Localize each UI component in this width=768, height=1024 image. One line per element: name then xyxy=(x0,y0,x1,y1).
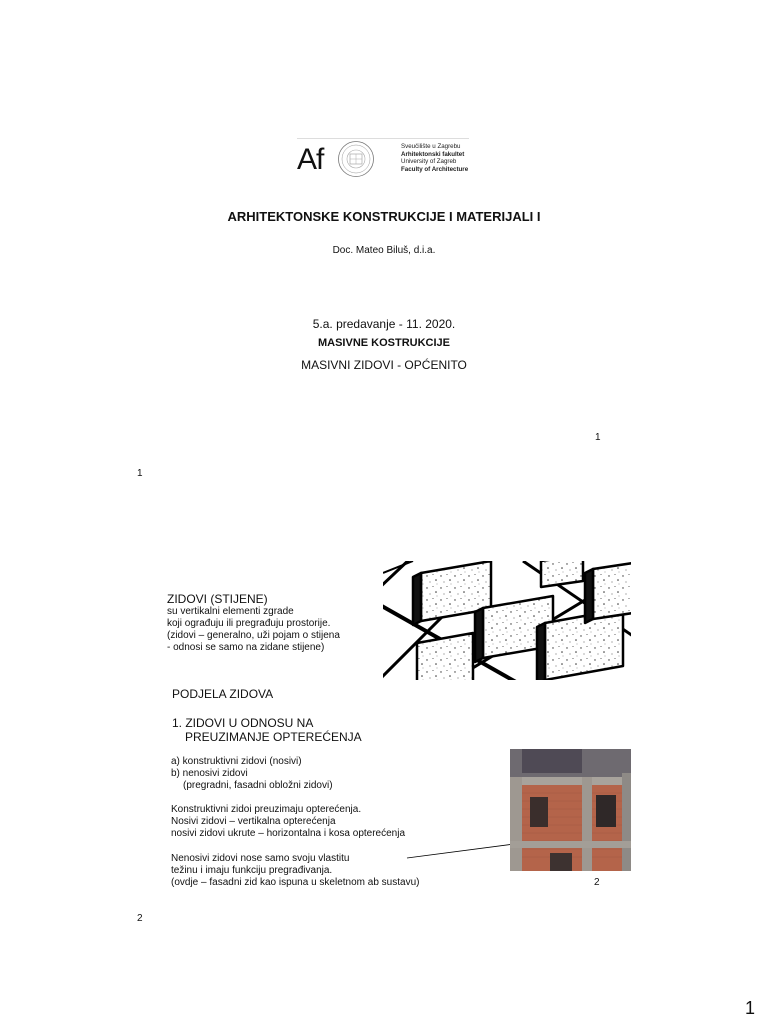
division-heading: PODJELA ZIDOVA xyxy=(172,687,274,701)
definition-line: koji ograđuju ili pregrađuju prostorije. xyxy=(167,618,331,629)
logo-line: Sveučilište u Zagrebu xyxy=(401,143,461,150)
margin-slide-number: 2 xyxy=(137,913,143,924)
paragraph-line: Konstruktivni zidoi preuzimaju opterećenja. xyxy=(171,804,362,815)
list-item: b) nenosivi zidovi xyxy=(171,768,248,779)
margin-slide-number: 1 xyxy=(137,468,143,479)
list-item: a) konstruktivni zidovi (nosivi) xyxy=(171,756,302,767)
author: Doc. Mateo Biluš, d.i.a. xyxy=(332,245,436,256)
definition-line: su vertikalni elementi zgrade xyxy=(167,606,294,617)
slide-number: 2 xyxy=(594,877,600,888)
building-skeleton-photo xyxy=(510,749,631,871)
slide-number: 1 xyxy=(595,432,601,443)
section-heading-line1: 1. ZIDOVI U ODNOSU NA xyxy=(172,716,314,730)
logo-line: University of Zagreb xyxy=(401,158,457,166)
paragraph-line: težinu i imaju funkciju pregrađivanja. xyxy=(171,865,333,876)
section-heading-line2: PREUZIMANJE OPTEREĆENJA xyxy=(185,730,362,744)
logo-line: Arhitektonski fakultet xyxy=(401,150,465,158)
definition-line: - odnosi se samo na zidane stijene) xyxy=(167,642,325,653)
logo-line: Faculty of Architecture xyxy=(401,165,469,173)
paragraph-line: (ovdje – fasadni zid kao ispuna u skeletnom ab sustavu) xyxy=(171,877,420,888)
logo-mark: Af xyxy=(297,143,324,176)
course-title: ARHITEKTONSKE KONSTRUKCIJE I MATERIJALI I xyxy=(227,209,541,224)
paragraph-line: Nosivi zidovi – vertikalna opterećenja xyxy=(171,816,336,827)
lecture-info: 5.a. predavanje - 11. 2020. xyxy=(312,317,456,331)
page-number: 1 xyxy=(745,998,756,1018)
definition-line: (zidovi – generalno, uži pojam o stijena xyxy=(167,630,340,641)
lecture-subject: MASIVNE KOSTRUKCIJE xyxy=(317,337,451,349)
lecture-topic: MASIVNI ZIDOVI - OPĆENITO xyxy=(301,358,467,372)
list-item: (pregradni, fasadni obložni zidovi) xyxy=(183,780,333,791)
definition-heading: ZIDOVI (STIJENE) xyxy=(167,592,268,606)
paragraph-line: nosivi zidovi ukrute – horizontalna i kosa opterećenja xyxy=(171,828,406,839)
paragraph-line: Nenosivi zidovi nose samo svoju vlastitu xyxy=(171,853,350,864)
